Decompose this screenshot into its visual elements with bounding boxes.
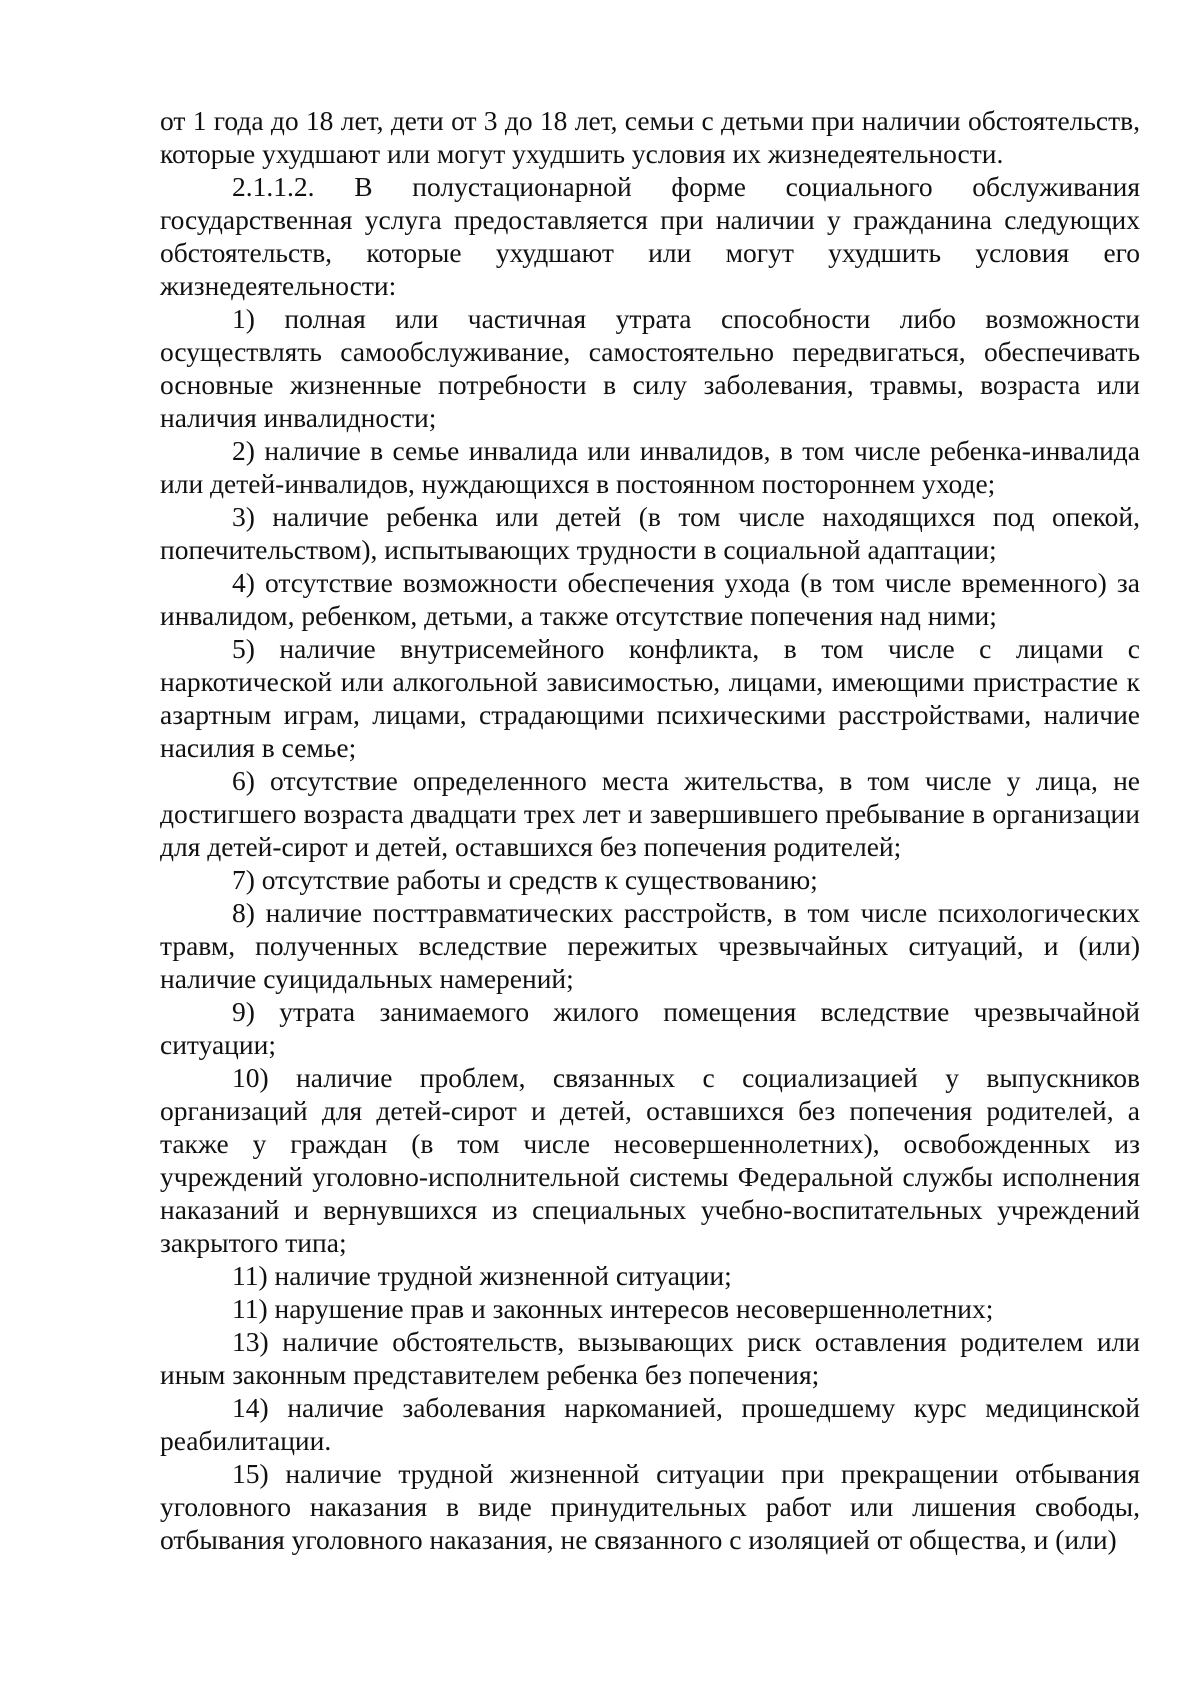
- list-item-11-duplicate: 11) нарушение прав и законных интересов несовершеннолетних;: [232, 1293, 994, 1324]
- list-item-14: 14) наличие заболевания наркоманией, прошедшему курс медицинской реабилитации.: [160, 1392, 1140, 1456]
- list-item-11: 11) наличие трудной жизненной ситуации;: [232, 1260, 732, 1291]
- document-page: [160, 104, 1140, 1556]
- list-item-2: 2) наличие в семье инвалида или инвалидов, в том числе ребенка-инвалида или детей-инвалидов, нуждающихся в постоянном постороннем уходе;: [160, 435, 1140, 499]
- list-item-10: 10) наличие проблем, связанных с социализацией у выпускников организаций для детей-сирот и детей, оставшихся без попечения родителей, а также у граждан (в том числе несовершеннолетних), освобожденных из учреждений уголовно-исполнительной системы Федеральной службы исполнения наказаний и вернувшихся из специальных учебно-воспитательных учреждений закрытого типа;: [160, 1062, 1140, 1258]
- list-item-9: 9) утрата занимаемого жилого помещения вследствие чрезвычайной ситуации;: [160, 996, 1140, 1060]
- list-item-15: 15) наличие трудной жизненной ситуации при прекращении отбывания уголовного наказания в виде принудительных работ или лишения свободы, отбывания уголовного наказания, не связанного с изоляцией от общества, и (или): [160, 1458, 1140, 1555]
- list-item-13: 13) наличие обстоятельств, вызывающих риск оставления родителем или иным законным представителем ребенка без попечения;: [160, 1326, 1140, 1390]
- list-item-8: 8) наличие посттравматических расстройств, в том числе психологических травм, полученных вследствие пережитых чрезвычайных ситуаций, и (или) наличие суицидальных намерений;: [160, 897, 1140, 994]
- list-item-6: 6) отсутствие определенного места жительства, в том числе у лица, не достигшего возраста двадцати трех лет и завершившего пребывание в организации для детей-сирот и детей, оставшихся без попечения родителей;: [160, 765, 1140, 862]
- list-item-7: 7) отсутствие работы и средств к существованию;: [232, 864, 818, 895]
- paragraph-section-2-1-1-2: 2.1.1.2. В полустационарной форме социального обслуживания государственная услуга предоставляется при наличии у гражданина следующих обстоятельств, которые ухудшают или могут ухудшить условия его жизнедеятельности:: [160, 171, 1140, 301]
- list-item-3: 3) наличие ребенка или детей (в том числе находящихся под опекой, попечительством), испытывающих трудности в социальной адаптации;: [160, 501, 1140, 565]
- list-item-4: 4) отсутствие возможности обеспечения ухода (в том числе временного) за инвалидом, ребенком, детьми, а также отсутствие попечения над ними;: [160, 567, 1140, 631]
- paragraph-continuation: от 1 года до 18 лет, дети от 3 до 18 лет, семьи с детьми при наличии обстоятельств, которые ухудшают или могут ухудшить условия их жизнедеятельности.: [160, 105, 1140, 169]
- list-item-1: 1) полная или частичная утрата способности либо возможности осуществлять самообслуживание, самостоятельно передвигаться, обеспечивать основные жизненные потребности в силу заболевания, травмы, возраста или наличия инвалидности;: [160, 303, 1140, 433]
- list-item-5: 5) наличие внутрисемейного конфликта, в том числе с лицами с наркотической или алкогольной зависимостью, лицами, имеющими пристрастие к азартным играм, лицами, страдающими психическими расстройствами, наличие насилия в семье;: [160, 633, 1140, 763]
